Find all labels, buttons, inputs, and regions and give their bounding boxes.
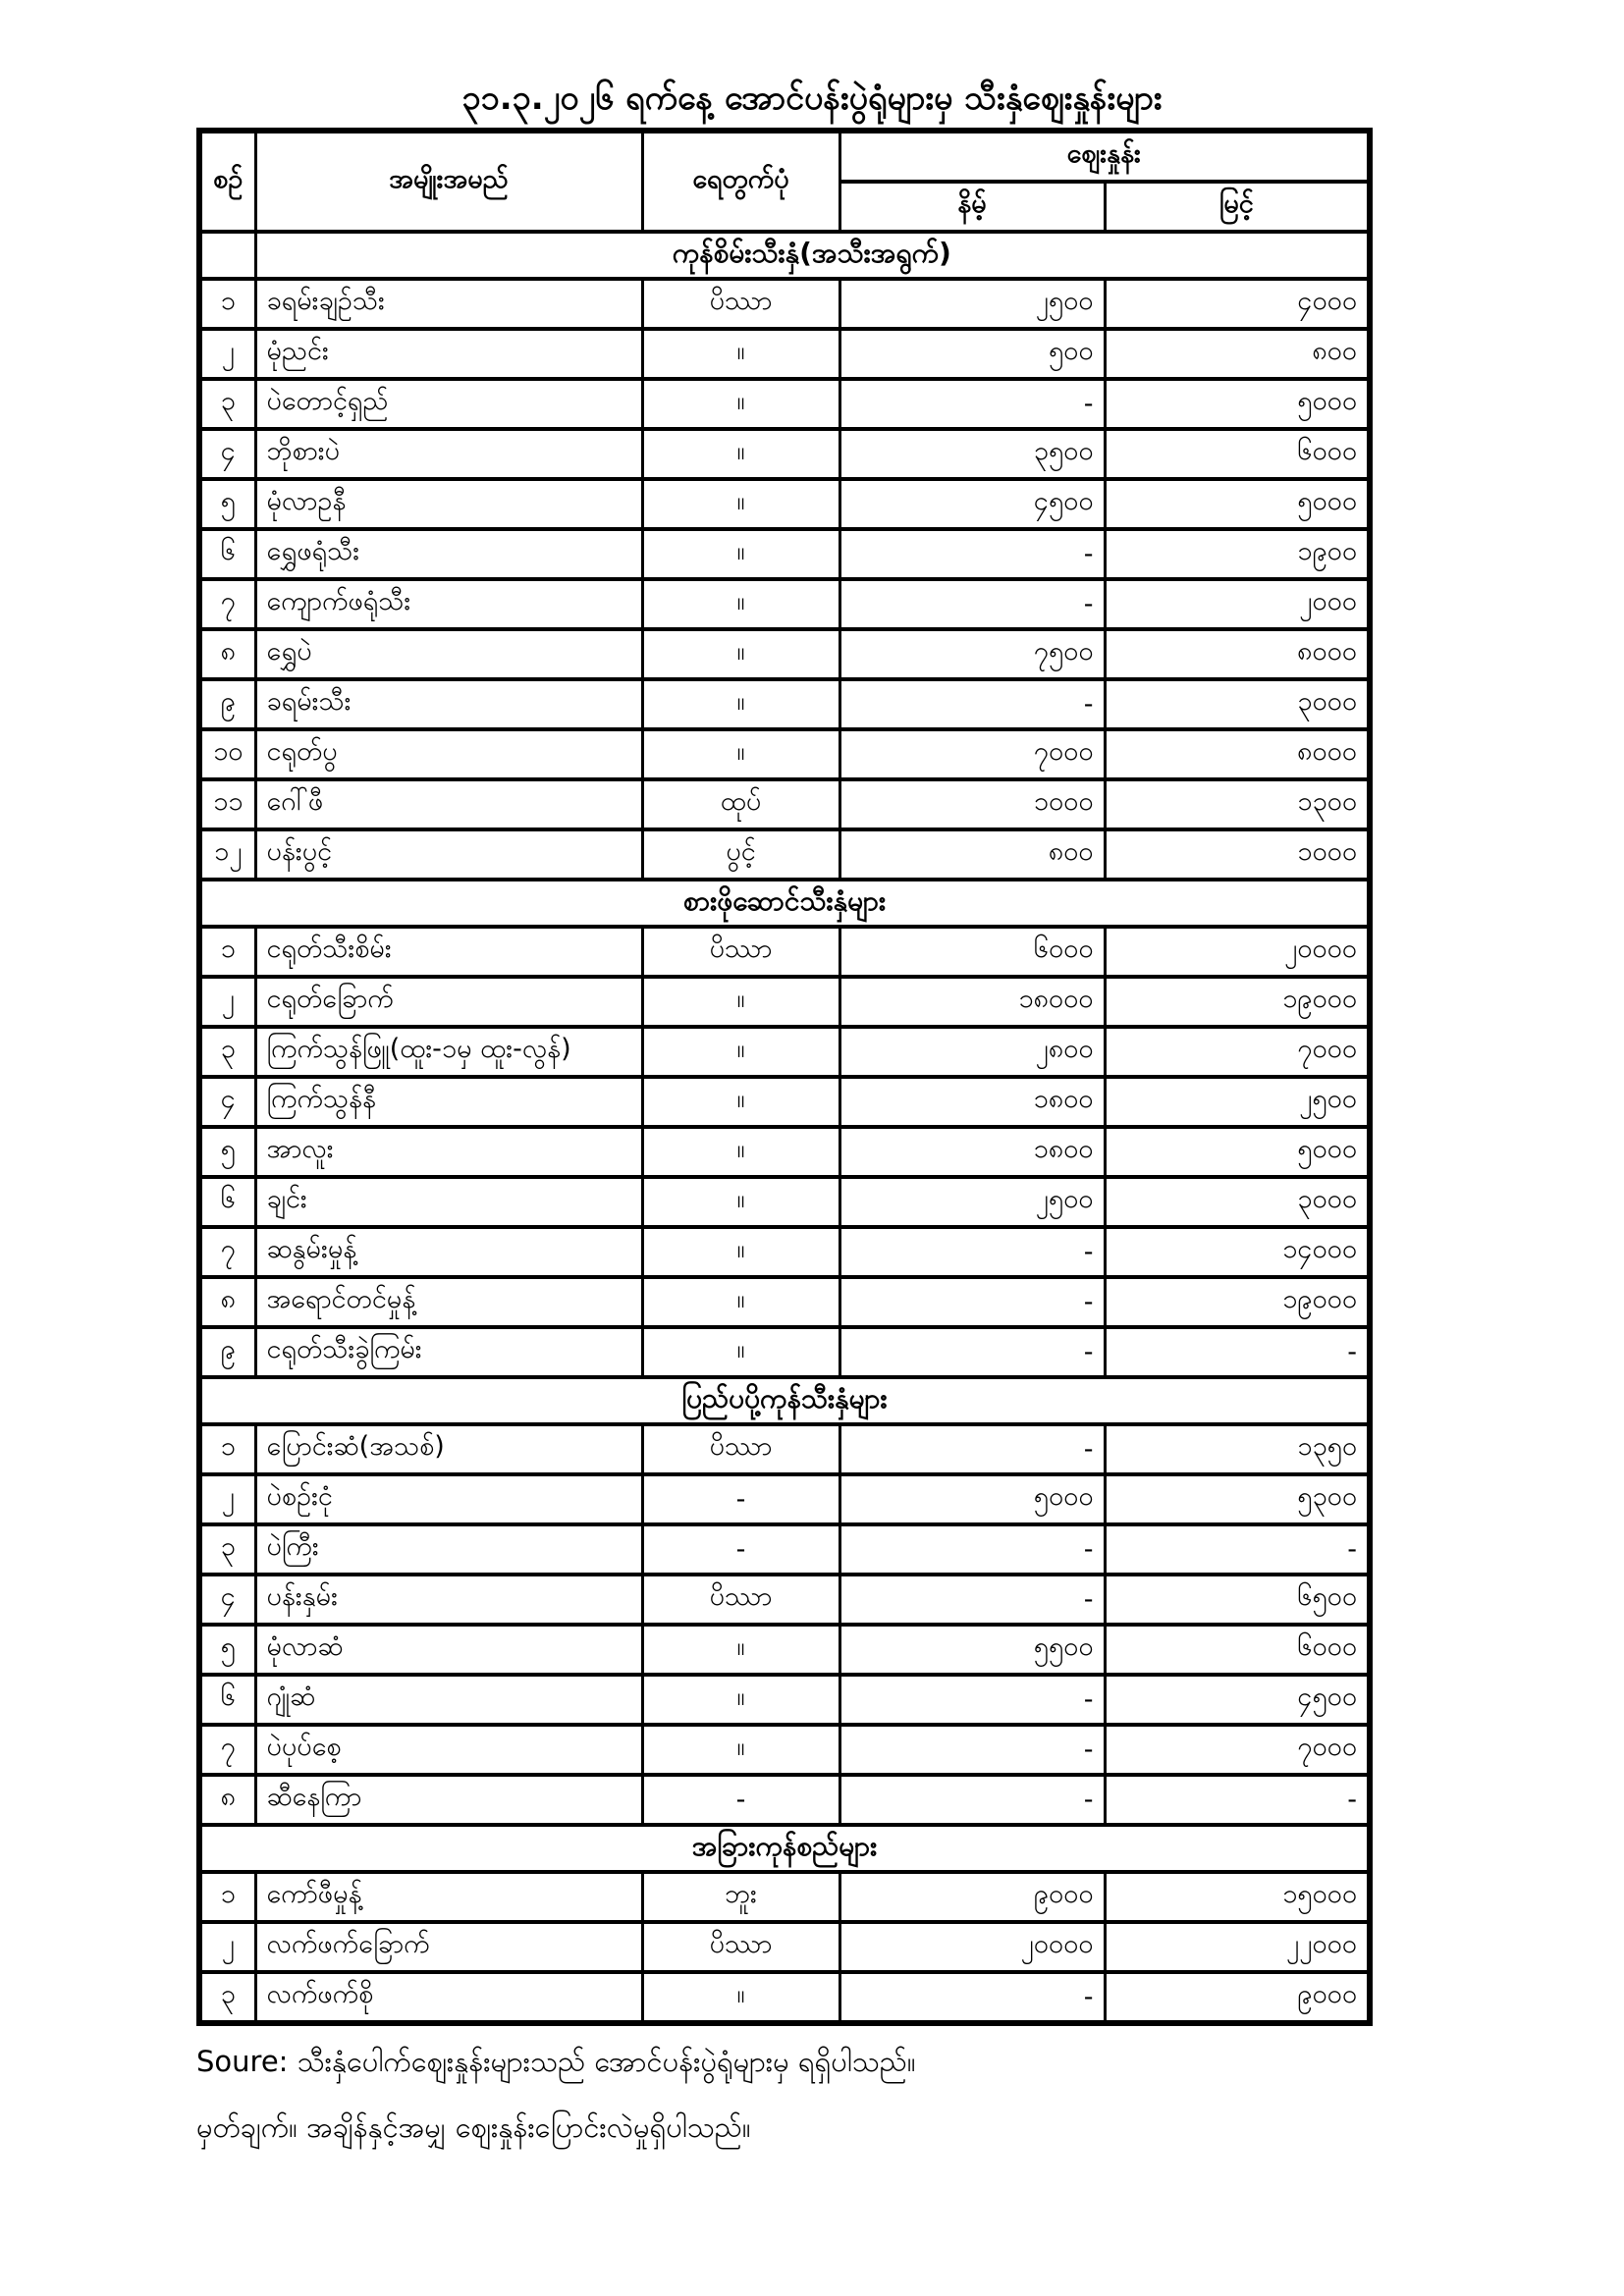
cell-no: ၆ [199, 1177, 255, 1227]
cell-no: ၅ [199, 1127, 255, 1177]
cell-no: ၁၁ [199, 779, 255, 829]
table-row [199, 1424, 1370, 1474]
header-row-main [199, 131, 1370, 182]
cell-max: ၁၉၀၀၀ [1105, 977, 1370, 1027]
source-note: Soure: သီးနှံပေါက်ဈေးနှုန်းများသည် အောင်ပန်းပွဲရုံများမှ ရရှိပါသည်။ [196, 2044, 916, 2078]
cell-min: - [839, 1227, 1105, 1277]
price-table-body [199, 232, 1370, 2023]
cell-no: ၆ [199, 1675, 255, 1725]
cell-no: ၂ [199, 329, 255, 379]
section-header-empty-cell [199, 232, 255, 279]
cell-max: ၅၀၀၀ [1105, 1127, 1370, 1177]
column-header-max: မြင့် [1105, 182, 1370, 232]
cell-no: ၂ [199, 977, 255, 1027]
cell-unit: ။ [642, 1127, 839, 1177]
cell-no: ၄ [199, 429, 255, 479]
cell-name: ချင်း [255, 1177, 642, 1227]
table-row [199, 1277, 1370, 1327]
cell-max: ၅၀၀၀ [1105, 479, 1370, 529]
table-row [199, 1775, 1370, 1825]
cell-unit: ။ [642, 479, 839, 529]
table-row [199, 1474, 1370, 1524]
cell-unit: ။ [642, 1277, 839, 1327]
cell-no: ၃ [199, 379, 255, 429]
cell-unit: ။ [642, 529, 839, 579]
table-row [199, 1327, 1370, 1377]
cell-max: ၄၀၀၀ [1105, 279, 1370, 329]
table-row [199, 329, 1370, 379]
cell-unit: ထုပ် [642, 779, 839, 829]
cell-no: ၅ [199, 479, 255, 529]
cell-max: ၅၃၀၀ [1105, 1474, 1370, 1524]
cell-max: ၁၀၀၀ [1105, 829, 1370, 880]
table-row [199, 1524, 1370, 1575]
table-row [199, 779, 1370, 829]
table-row [199, 1725, 1370, 1775]
cell-no: ၂ [199, 1474, 255, 1524]
cell-unit: ။ [642, 1675, 839, 1725]
cell-unit: ။ [642, 329, 839, 379]
cell-name: ရွှေဖရုံသီး [255, 529, 642, 579]
table-row [199, 429, 1370, 479]
cell-min: - [839, 379, 1105, 429]
cell-max: ၁၅၀၀၀ [1105, 1872, 1370, 1922]
cell-max: ၂၂၀၀၀ [1105, 1922, 1370, 1972]
cell-min: ၂၅၀၀ [839, 1177, 1105, 1227]
cell-min: ၂၈၀၀ [839, 1027, 1105, 1077]
table-row [199, 579, 1370, 629]
cell-no: ၈ [199, 1775, 255, 1825]
table-row [199, 1227, 1370, 1277]
column-header-no: စဉ် [199, 131, 255, 232]
cell-min: ၁၀၀၀ [839, 779, 1105, 829]
footer [196, 2044, 1502, 2144]
remark-note: မှတ်ချက်။ အချိန်နှင့်အမျှ ဈေးနှုန်းပြောင်းလဲမှုရှိပါသည်။ [196, 2109, 751, 2144]
cell-max: ၁၉၀၀ [1105, 529, 1370, 579]
cell-min: - [839, 1277, 1105, 1327]
cell-no: ၇ [199, 1725, 255, 1775]
cell-unit: ဘူး [642, 1872, 839, 1922]
cell-name: ကြက်သွန်ဖြူ(ထူး-၁မှ ထူး-လွန်) [255, 1027, 642, 1077]
cell-unit: ။ [642, 729, 839, 779]
cell-no: ၈ [199, 1277, 255, 1327]
table-row [199, 1027, 1370, 1077]
table-row [199, 1625, 1370, 1675]
cell-name: ပဲစဉ်းငုံ [255, 1474, 642, 1524]
section-header-label: ပြည်ပပို့ကုန်သီးနှံများ [199, 1377, 1370, 1424]
page-title: ၃၁.၃.၂၀၂၆ ရက်နေ့ အောင်ပန်းပွဲရုံများမှ သီးနှံဈေးနှုန်းများ [461, 79, 1163, 118]
cell-unit: ။ [642, 1227, 839, 1277]
cell-unit: ။ [642, 579, 839, 629]
cell-name: လက်ဖက်ခြောက် [255, 1922, 642, 1972]
cell-unit: ။ [642, 977, 839, 1027]
cell-min: ၉၀၀၀ [839, 1872, 1105, 1922]
table-row [199, 1675, 1370, 1725]
cell-name: ပဲကြီး [255, 1524, 642, 1575]
cell-max: ၃၀၀၀ [1105, 679, 1370, 729]
cell-max: ၅၀၀၀ [1105, 379, 1370, 429]
table-row [199, 279, 1370, 329]
cell-min: ၁၈၀၀ [839, 1127, 1105, 1177]
cell-name: ပဲတောင့်ရှည် [255, 379, 642, 429]
cell-min: ၁၈၀၀ [839, 1077, 1105, 1127]
cell-max: ၈၀၀၀ [1105, 729, 1370, 779]
cell-no: ၃ [199, 1027, 255, 1077]
cell-name: ကော်ဖီမှုန့် [255, 1872, 642, 1922]
cell-unit: ။ [642, 1177, 839, 1227]
cell-min: ၇၀၀၀ [839, 729, 1105, 779]
cell-unit: ။ [642, 1027, 839, 1077]
cell-name: ငရုတ်သီးခွဲကြမ်း [255, 1327, 642, 1377]
cell-max: - [1105, 1327, 1370, 1377]
cell-no: ၆ [199, 529, 255, 579]
column-header-min: နိမ့် [839, 182, 1105, 232]
cell-no: ၉ [199, 679, 255, 729]
cell-min: ၅၅၀၀ [839, 1625, 1105, 1675]
cell-no: ၄ [199, 1077, 255, 1127]
cell-no: ၁ [199, 1872, 255, 1922]
cell-min: ၈၀၀ [839, 829, 1105, 880]
section-header-row [199, 1377, 1370, 1424]
cell-min: - [839, 529, 1105, 579]
cell-name: ပဲပုပ်စေ့ [255, 1725, 642, 1775]
table-row [199, 1077, 1370, 1127]
cell-no: ၈ [199, 629, 255, 679]
cell-max: ၁၄၀၀၀ [1105, 1227, 1370, 1277]
cell-name: ခရမ်းသီး [255, 679, 642, 729]
cell-min: - [839, 679, 1105, 729]
cell-min: ၅၀၀၀ [839, 1474, 1105, 1524]
cell-name: မုံလာဆံ [255, 1625, 642, 1675]
table-row [199, 629, 1370, 679]
cell-name: ပြောင်းဆံ(အသစ်) [255, 1424, 642, 1474]
cell-name: ငရုတ်ခြောက် [255, 977, 642, 1027]
cell-unit: ။ [642, 679, 839, 729]
table-row [199, 1177, 1370, 1227]
cell-name: ပန်းနှမ်း [255, 1575, 642, 1625]
section-header-row [199, 232, 1370, 279]
table-row [199, 829, 1370, 880]
cell-min: - [839, 1524, 1105, 1575]
cell-unit: ပွင့် [642, 829, 839, 880]
cell-min: - [839, 1424, 1105, 1474]
cell-name: ဆနွမ်းမှုန့် [255, 1227, 642, 1277]
cell-unit: ။ [642, 1972, 839, 2023]
cell-unit: ။ [642, 1625, 839, 1675]
column-header-price-group: ဈေးနှုန်း [839, 131, 1370, 182]
cell-no: ၇ [199, 579, 255, 629]
cell-max: ၉၀၀၀ [1105, 1972, 1370, 2023]
cell-max: ၂၀၀၀ [1105, 579, 1370, 629]
cell-no: ၁ [199, 927, 255, 977]
column-header-unit: ရေတွက်ပုံ [642, 131, 839, 232]
price-table-header [199, 131, 1370, 232]
cell-min: ၇၅၀၀ [839, 629, 1105, 679]
section-header-label: စားဖိုဆောင်သီးနှံများ [199, 880, 1370, 927]
cell-max: - [1105, 1524, 1370, 1575]
table-row [199, 1972, 1370, 2023]
cell-no: ၄ [199, 1575, 255, 1625]
cell-min: - [839, 1775, 1105, 1825]
cell-no: ၅ [199, 1625, 255, 1675]
cell-min: - [839, 1725, 1105, 1775]
cell-min: ၂၀၀၀၀ [839, 1922, 1105, 1972]
table-row [199, 379, 1370, 429]
table-row [199, 529, 1370, 579]
cell-name: ကျောက်ဖရုံသီး [255, 579, 642, 629]
cell-unit: ပိဿာ [642, 1922, 839, 1972]
cell-min: - [839, 579, 1105, 629]
cell-max: ၈၀၀ [1105, 329, 1370, 379]
cell-unit: ။ [642, 1327, 839, 1377]
price-table [196, 128, 1373, 2026]
cell-max: ၂၀၀၀၀ [1105, 927, 1370, 977]
price-table-container [196, 128, 1367, 2026]
cell-no: ၁ [199, 1424, 255, 1474]
cell-no: ၇ [199, 1227, 255, 1277]
cell-max: - [1105, 1775, 1370, 1825]
cell-name: ဂေါ်ဖီ [255, 779, 642, 829]
cell-min: - [839, 1575, 1105, 1625]
cell-no: ၂ [199, 1922, 255, 1972]
cell-max: ၇၀၀၀ [1105, 1725, 1370, 1775]
cell-name: ဂျုံဆံ [255, 1675, 642, 1725]
cell-unit: - [642, 1775, 839, 1825]
cell-name: ခရမ်းချဉ်သီး [255, 279, 642, 329]
section-header-label: ကုန်စိမ်းသီးနှံ(အသီးအရွက်) [255, 232, 1370, 279]
cell-unit: ပိဿာ [642, 1424, 839, 1474]
table-row [199, 1922, 1370, 1972]
cell-max: ၇၀၀၀ [1105, 1027, 1370, 1077]
cell-min: ၃၅၀၀ [839, 429, 1105, 479]
cell-no: ၉ [199, 1327, 255, 1377]
cell-name: ဘိုစားပဲ [255, 429, 642, 479]
cell-name: ပန်းပွင့် [255, 829, 642, 880]
cell-name: မုံလာဥနီ [255, 479, 642, 529]
cell-min: ၂၅၀၀ [839, 279, 1105, 329]
cell-unit: ။ [642, 1725, 839, 1775]
section-header-row [199, 1825, 1370, 1872]
cell-unit: ပိဿာ [642, 927, 839, 977]
cell-unit: ပိဿာ [642, 279, 839, 329]
table-row [199, 1872, 1370, 1922]
cell-unit: ။ [642, 1077, 839, 1127]
cell-max: ၁၉၀၀၀ [1105, 1277, 1370, 1327]
cell-name: ဆီနေကြာ [255, 1775, 642, 1825]
cell-min: - [839, 1675, 1105, 1725]
cell-name: ငရုတ်သီးစိမ်း [255, 927, 642, 977]
cell-max: ၁၃၀၀ [1105, 779, 1370, 829]
cell-no: ၃ [199, 1972, 255, 2023]
cell-name: မုံညင်း [255, 329, 642, 379]
cell-name: လက်ဖက်စို [255, 1972, 642, 2023]
cell-max: ၈၀၀၀ [1105, 629, 1370, 679]
cell-max: ၃၀၀၀ [1105, 1177, 1370, 1227]
cell-min: ၅၀၀ [839, 329, 1105, 379]
table-row [199, 729, 1370, 779]
column-header-name: အမျိုးအမည် [255, 131, 642, 232]
cell-no: ၁၂ [199, 829, 255, 880]
cell-min: - [839, 1972, 1105, 2023]
cell-name: ကြက်သွန်နီ [255, 1077, 642, 1127]
cell-name: ရွှေပဲ [255, 629, 642, 679]
cell-unit: ပိဿာ [642, 1575, 839, 1625]
cell-max: ၄၅၀၀ [1105, 1675, 1370, 1725]
cell-unit: - [642, 1474, 839, 1524]
cell-no: ၃ [199, 1524, 255, 1575]
section-header-row [199, 880, 1370, 927]
table-row [199, 927, 1370, 977]
cell-no: ၁၀ [199, 729, 255, 779]
table-row [199, 479, 1370, 529]
cell-max: ၆၅၀၀ [1105, 1575, 1370, 1625]
cell-name: အာလူး [255, 1127, 642, 1177]
cell-name: အရောင်တင်မှုန့် [255, 1277, 642, 1327]
cell-min: ၆၀၀၀ [839, 927, 1105, 977]
cell-max: ၆၀၀၀ [1105, 1625, 1370, 1675]
cell-max: ၆၀၀၀ [1105, 429, 1370, 479]
table-row [199, 1575, 1370, 1625]
cell-min: - [839, 1327, 1105, 1377]
cell-unit: ။ [642, 379, 839, 429]
cell-name: ငရုတ်ပွ [255, 729, 642, 779]
cell-unit: ။ [642, 629, 839, 679]
cell-min: ၁၈၀၀၀ [839, 977, 1105, 1027]
cell-unit: - [642, 1524, 839, 1575]
table-row [199, 1127, 1370, 1177]
cell-max: ၂၅၀၀ [1105, 1077, 1370, 1127]
table-row [199, 679, 1370, 729]
cell-min: ၄၅၀၀ [839, 479, 1105, 529]
cell-unit: ။ [642, 429, 839, 479]
section-header-label: အခြားကုန်စည်များ [199, 1825, 1370, 1872]
table-row [199, 977, 1370, 1027]
cell-max: ၁၃၅၀ [1105, 1424, 1370, 1474]
cell-no: ၁ [199, 279, 255, 329]
